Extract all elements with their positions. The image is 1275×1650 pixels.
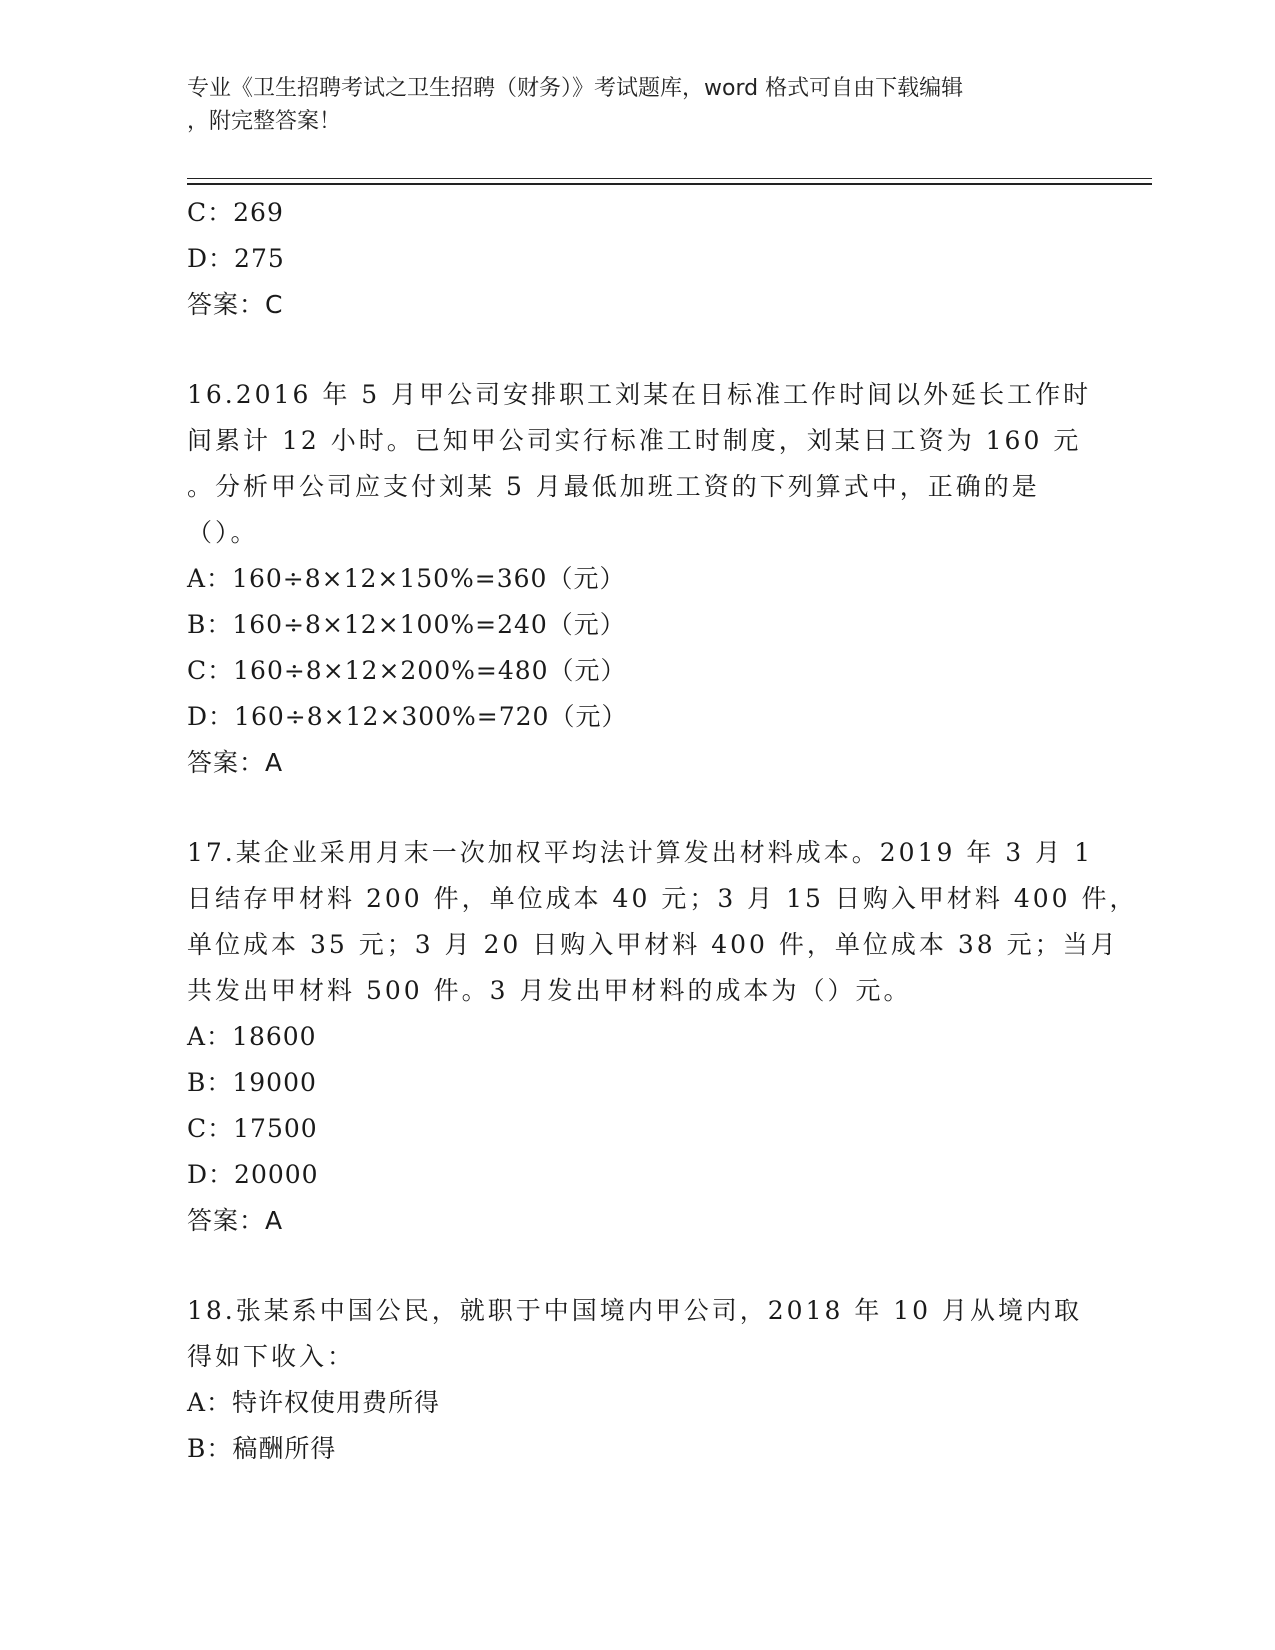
question-text-line: 单位成本 35 元；3 月 20 日购入甲材料 400 件，单位成本 38 元；当月 <box>187 930 1119 959</box>
option-a: A：18600 <box>187 1022 317 1051</box>
question-text-line: 18.张某系中国公民，就职于中国境内甲公司，2018 年 10 月从境内取 <box>187 1296 1083 1325</box>
spacer <box>187 1244 1087 1288</box>
option-a: A：160÷8×12×150%=360（元） <box>187 564 626 593</box>
option-d: D：160÷8×12×300%=720（元） <box>187 702 628 731</box>
question-text-line: 间累计 12 小时。已知甲公司实行标准工时制度，刘某日工资为 160 元 <box>187 426 1082 455</box>
answer: 答案：A <box>187 1206 284 1235</box>
question-list <box>187 190 1138 1472</box>
question-text-line: 17.某企业采用月末一次加权平均法计算发出材料成本。2019 年 3 月 1 <box>187 838 1093 867</box>
question-15 <box>187 190 1087 328</box>
page-header <box>187 72 1087 138</box>
option-b: B：19000 <box>187 1068 317 1097</box>
question-text-line: 共发出甲材料 500 件。3 月发出甲材料的成本为（）元。 <box>187 976 912 1005</box>
header-line-1: 专业《卫生招聘考试之卫生招聘（财务）》考试题库，word 格式可自由下载编辑 <box>187 76 964 101</box>
option-a: A：特许权使用费所得 <box>187 1388 441 1417</box>
header-divider-thick <box>187 183 1152 185</box>
option-d: D：275 <box>187 244 285 273</box>
option-c: C：160÷8×12×200%=480（元） <box>187 656 627 685</box>
question-text-line: 得如下收入： <box>187 1342 356 1371</box>
option-c: C：17500 <box>187 1114 318 1143</box>
question-18 <box>187 1288 1087 1472</box>
option-c: C：269 <box>187 198 284 227</box>
option-b: B：稿酬所得 <box>187 1434 337 1463</box>
question-text-line: 。分析甲公司应支付刘某 5 月最低加班工资的下列算式中，正确的是 <box>187 472 1040 501</box>
option-d: D：20000 <box>187 1160 319 1189</box>
question-text-line: 日结存甲材料 200 件，单位成本 40 元；3 月 15 日购入甲材料 400 件， <box>187 884 1138 913</box>
question-16 <box>187 372 1092 786</box>
header-divider-thin <box>187 178 1152 179</box>
header-line-2: ，附完整答案！ <box>187 109 342 134</box>
option-b: B：160÷8×12×100%=240（元） <box>187 610 626 639</box>
question-text-line: （）。 <box>187 518 259 547</box>
question-17 <box>187 830 1138 1244</box>
question-text-line: 16.2016 年 5 月甲公司安排职工刘某在日标准工作时间以外延长工作时 <box>187 380 1092 409</box>
answer: 答案：C <box>187 290 284 319</box>
answer: 答案：A <box>187 748 284 777</box>
spacer <box>187 786 1087 830</box>
spacer <box>187 328 1087 372</box>
